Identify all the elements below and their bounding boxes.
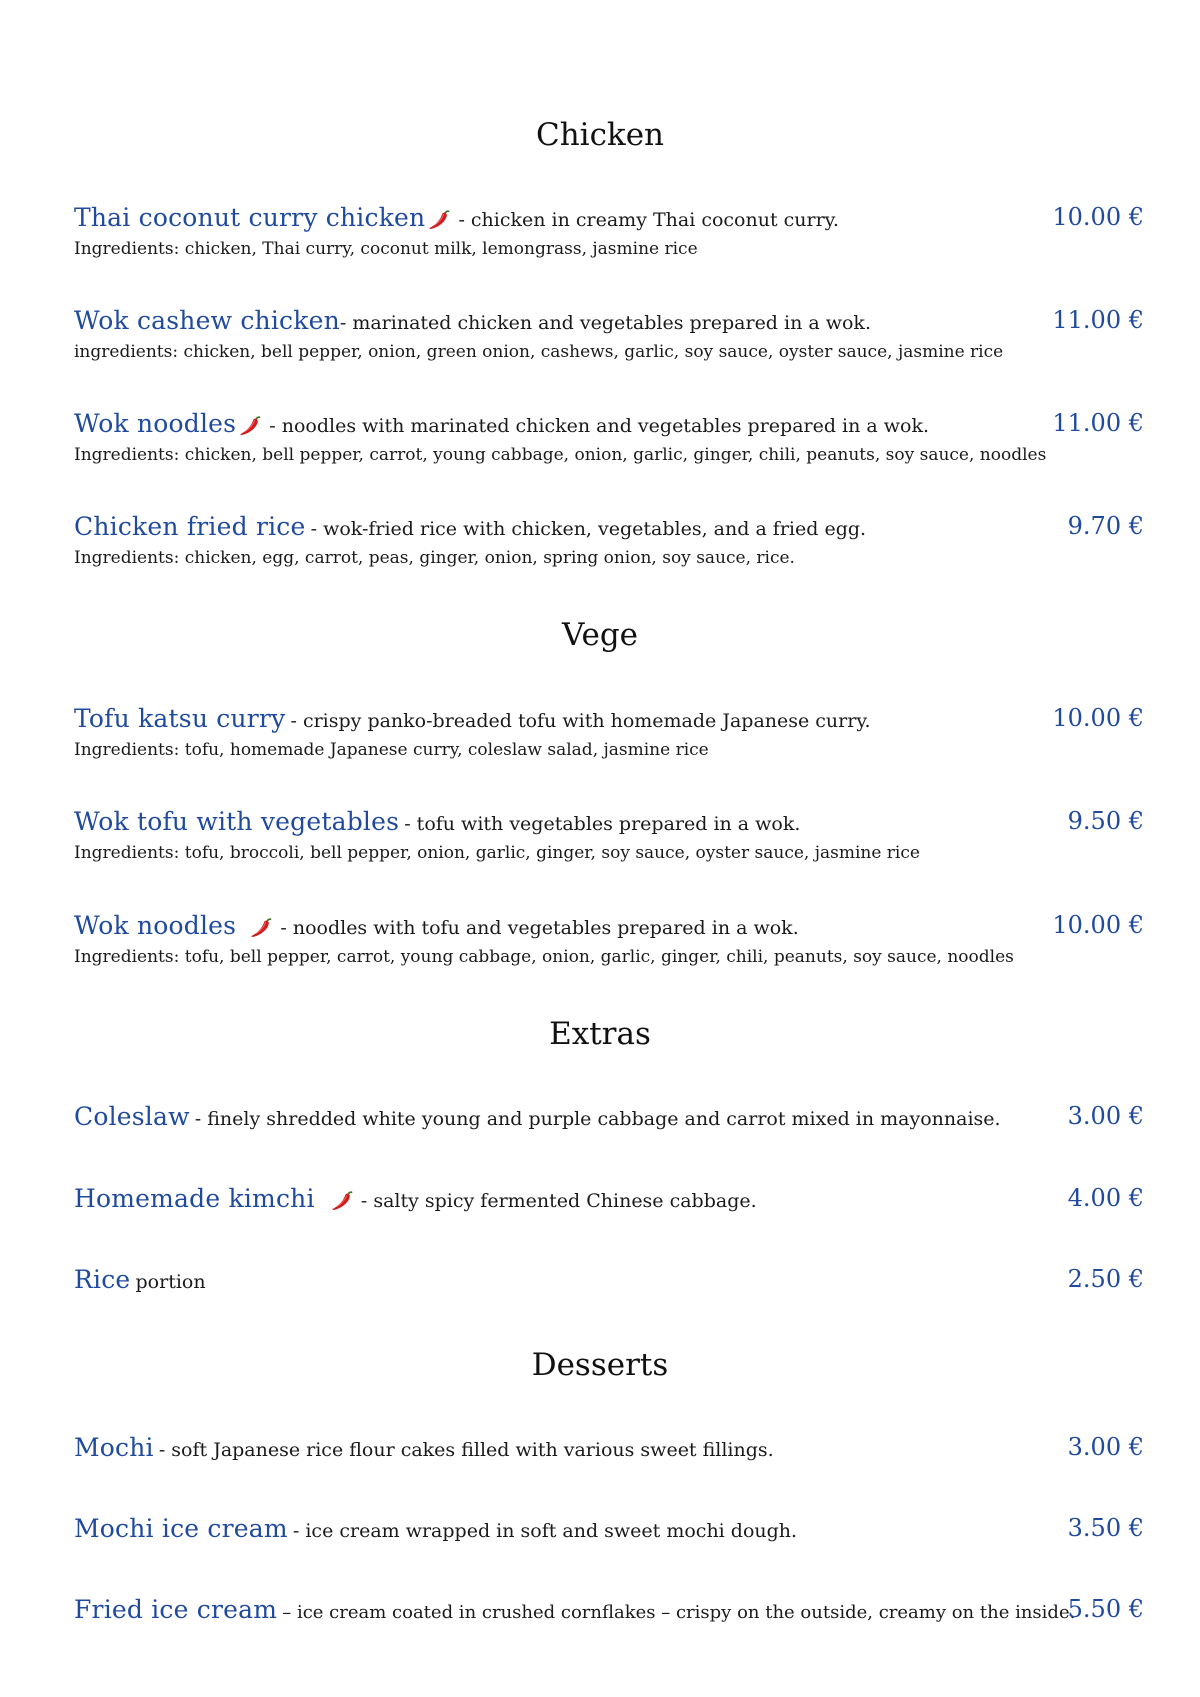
- item-name: Wok tofu with vegetables: [74, 807, 400, 836]
- item-name: Homemade kimchi: [74, 1184, 315, 1213]
- item-price: 3.00 €: [1067, 1433, 1144, 1461]
- item-description: - noodles with tofu and vegetables prepared in a wok.: [280, 917, 799, 939]
- item-ingredients: Ingredients: tofu, bell pepper, carrot, young cabbage, onion, garlic, ginger, chili, peanuts, soy sauce, noodles: [74, 947, 1014, 967]
- item-price: 3.50 €: [1067, 1514, 1144, 1542]
- item-ingredients: ingredients: chicken, bell pepper, onion, green onion, cashews, garlic, soy sauce, oyster sauce, jasmine rice: [74, 342, 1004, 362]
- menu-item: [74, 1184, 1144, 1218]
- menu-item: [74, 409, 1144, 465]
- menu-item: [74, 203, 1144, 259]
- item-name: Rice: [74, 1265, 131, 1294]
- item-price: 10.00 €: [1052, 911, 1144, 939]
- menu-item: [74, 1433, 1144, 1467]
- item-description: - wok-fried rice with chicken, vegetables, and a fried egg.: [310, 518, 867, 540]
- item-name: Wok noodles: [74, 409, 237, 438]
- item-description: - chicken in creamy Thai coconut curry.: [458, 209, 839, 231]
- item-price: 9.70 €: [1067, 512, 1144, 540]
- item-description: - crispy panko-breaded tofu with homemade Japanese curry.: [290, 710, 871, 732]
- menu-item: [74, 911, 1144, 967]
- item-description: - finely shredded white young and purple cabbage and carrot mixed in mayonnaise.: [194, 1108, 1001, 1130]
- menu-item: [74, 1514, 1144, 1548]
- item-description: - salty spicy fermented Chinese cabbage.: [360, 1190, 757, 1212]
- menu-item: [74, 807, 1144, 863]
- item-price: 2.50 €: [1067, 1265, 1144, 1293]
- item-name: Coleslaw: [74, 1102, 190, 1131]
- menu-item: [74, 704, 1144, 760]
- item-price: 10.00 €: [1052, 704, 1144, 732]
- section-title-vege: Vege: [561, 617, 639, 653]
- item-name: Tofu katsu curry: [74, 704, 286, 733]
- item-ingredients: Ingredients: chicken, Thai curry, coconut milk, lemongrass, jasmine rice: [74, 239, 698, 259]
- item-ingredients: Ingredients: chicken, egg, carrot, peas, ginger, onion, spring onion, soy sauce, rice.: [74, 548, 795, 568]
- item-price: 9.50 €: [1067, 807, 1144, 835]
- item-description: - soft Japanese rice flour cakes filled with various sweet fillings.: [158, 1439, 774, 1461]
- section-title-extras: Extras: [549, 1016, 651, 1052]
- item-price: 3.00 €: [1067, 1102, 1144, 1130]
- section-title-chicken: Chicken: [535, 117, 665, 153]
- menu-item: [74, 512, 1144, 568]
- menu-item: [74, 1265, 1144, 1299]
- item-name: Mochi ice cream: [74, 1514, 288, 1543]
- item-price: 4.00 €: [1067, 1184, 1144, 1212]
- item-ingredients: Ingredients: tofu, broccoli, bell pepper, onion, garlic, ginger, soy sauce, oyster sauce, jasmine rice: [74, 843, 920, 863]
- item-name: Mochi: [74, 1433, 154, 1462]
- menu-item: [74, 306, 1144, 362]
- chili-pepper-icon: [330, 1189, 354, 1217]
- item-ingredients: Ingredients: tofu, homemade Japanese curry, coleslaw salad, jasmine rice: [74, 740, 709, 760]
- menu-item: [74, 1102, 1144, 1136]
- item-name: Fried ice cream: [74, 1595, 278, 1624]
- chili-pepper-icon: [427, 208, 451, 236]
- item-price: 11.00 €: [1052, 409, 1144, 437]
- item-description: - tofu with vegetables prepared in a wok.: [404, 813, 801, 835]
- item-price: 5.50 €: [1067, 1595, 1144, 1623]
- item-name: Chicken fried rice: [74, 512, 306, 541]
- item-description: - marinated chicken and vegetables prepared in a wok.: [339, 312, 871, 334]
- item-description: - noodles with marinated chicken and vegetables prepared in a wok.: [269, 415, 930, 437]
- item-description: - ice cream wrapped in soft and sweet mochi dough.: [292, 1520, 798, 1542]
- chili-pepper-icon: [249, 916, 273, 944]
- item-description: – ice cream coated in crushed cornflakes – crispy on the outside, creamy on the inside.: [282, 1602, 1076, 1623]
- item-ingredients: Ingredients: chicken, bell pepper, carrot, young cabbage, onion, garlic, ginger, chili, peanuts, soy sauce, noodles: [74, 445, 1047, 465]
- menu-item: [74, 1595, 1144, 1629]
- item-description: portion: [135, 1271, 206, 1293]
- item-name: Wok noodles: [74, 911, 237, 940]
- item-price: 11.00 €: [1052, 306, 1144, 334]
- item-name: Thai coconut curry chicken: [74, 203, 426, 232]
- item-name: Wok cashew chicken: [74, 306, 340, 335]
- chili-pepper-icon: [238, 414, 262, 442]
- item-price: 10.00 €: [1052, 203, 1144, 231]
- section-title-desserts: Desserts: [531, 1347, 669, 1383]
